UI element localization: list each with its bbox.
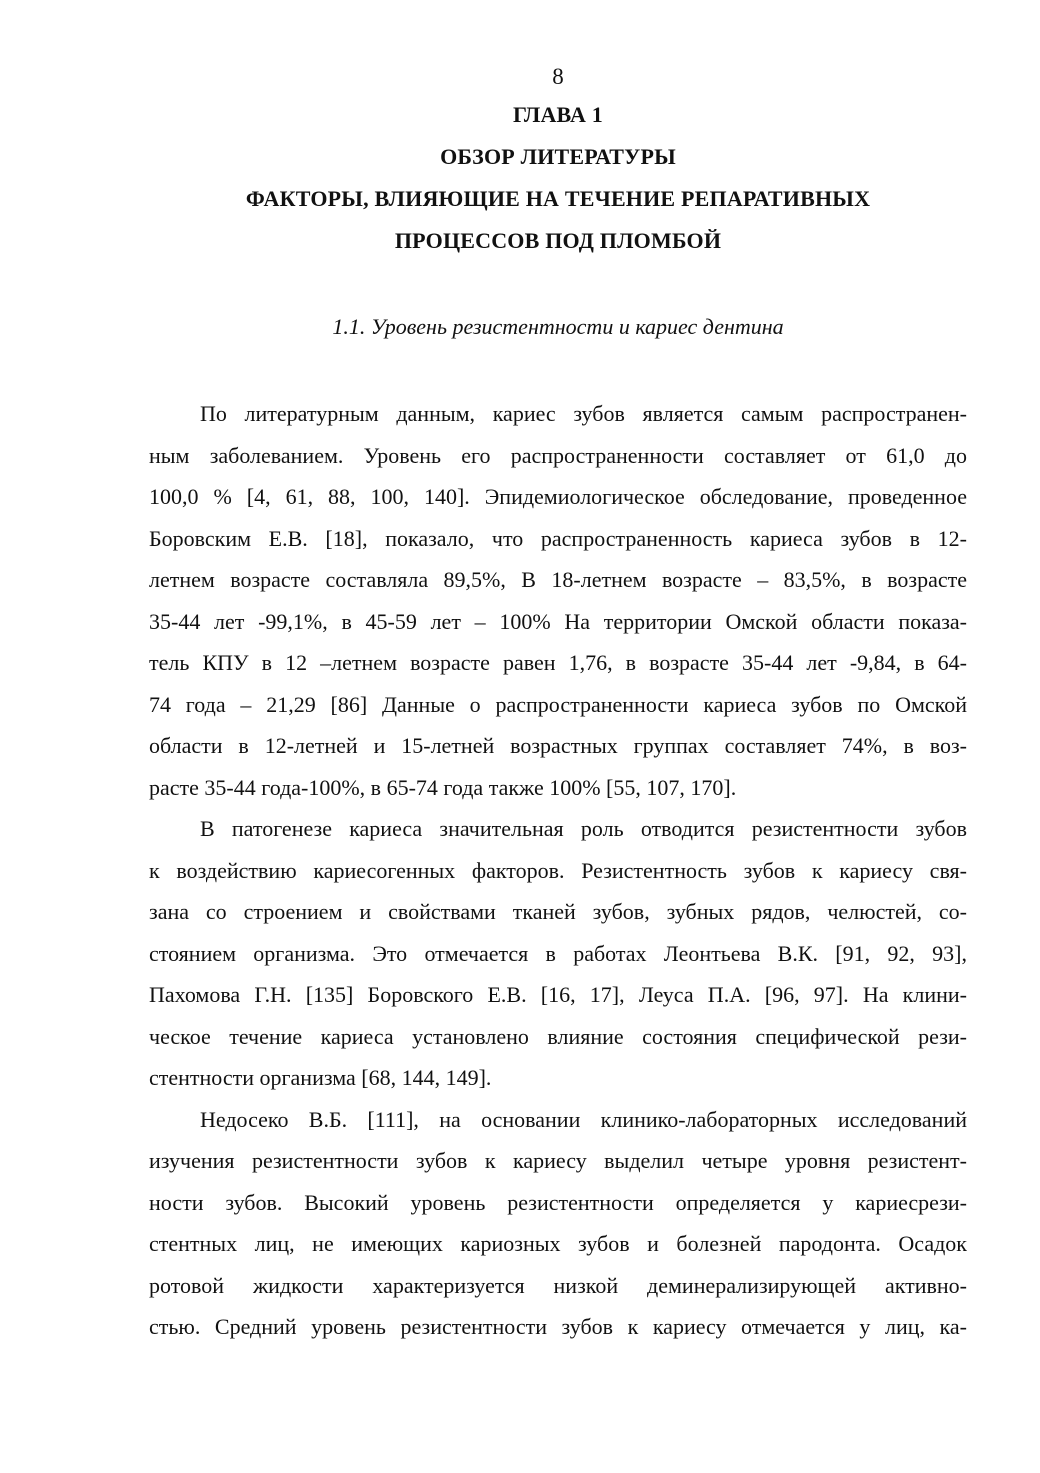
text-line: По литературным данным, кариес зубов является самым распространен- [200,401,967,426]
text-line: расте 35-44 года-100%, в 65-74 года также 100% [55, 107, 170]. [149,774,737,800]
text-line: Боровским Е.В. [18], показало, что распространенность кариеса зубов в 12- [149,525,967,551]
body-text [149,393,967,1348]
text-line: стью. Средний уровень резистентности зубов к кариесу отмечается у лиц, ка- [149,1314,967,1339]
page-number: 8 [552,64,564,89]
text-line: Недосеко В.Б. [111], на основании клинико-лабораторных исследований [200,1106,967,1132]
text-line: стентных лиц, не имеющих кариозных зубов и болезней пародонта. Осадок [149,1231,967,1256]
text-line: Пахомова Г.Н. [135] Боровского Е.В. [16, 17], Леуса П.А. [96, 97]. На клини- [149,982,967,1007]
section-title: 1.1. Уровень резистентности и кариес дентина [332,314,784,339]
text-line: области в 12-летней и 15-летней возрастных группах составляет 74%, в воз- [149,733,967,758]
chapter-title-line-2: ПРОЦЕССОВ ПОД ПЛОМБОЙ [394,228,722,253]
chapter-subheading: ОБЗОР ЛИТЕРАТУРЫ [440,144,676,169]
text-line: стоянием организма. Это отмечается в работах Леонтьева В.К. [91, 92, 93], [149,940,967,966]
text-line: изучения резистентности зубов к кариесу выделил четыре уровня резистент- [149,1148,967,1173]
text-line: ности зубов. Высокий уровень резистентности определяется у кариесрези- [149,1189,967,1215]
chapter-title-line-1: ФАКТОРЫ, ВЛИЯЮЩИЕ НА ТЕЧЕНИЕ РЕПАРАТИВНЫХ [245,186,871,211]
text-line: 74 года – 21,29 [86] Данные о распространенности кариеса зубов по Омской [149,691,967,717]
text-line: 35-44 лет -99,1%, в 45-59 лет – 100% На территории Омской области показа- [149,608,967,634]
text-line: тель КПУ в 12 –летнем возрасте равен 1,76, в возрасте 35-44 лет -9,84, в 64- [149,650,967,675]
text-line: летнем возрасте составляла 89,5%, В 18-летнем возрасте – 83,5%, в возрасте [149,567,967,592]
text-line: ческое течение кариеса установлено влияние состояния специфической рези- [149,1023,967,1049]
paragraph [149,1099,967,1348]
text-line: к воздействию кариесогенных факторов. Резистентность зубов к кариесу свя- [149,857,967,883]
chapter-heading: ГЛАВА 1 [512,102,604,127]
text-line: 100,0 % [4, 61, 88, 100, 140]. Эпидемиологическое обследование, проведенное [149,484,967,509]
text-line: стентности организма [68, 144, 149]. [149,1065,492,1090]
paragraph [149,808,967,1099]
text-line: ным заболеванием. Уровень его распространенности составляет от 61,0 до [149,442,967,468]
text-line: ротовой жидкости характеризуется низкой деминерализирующей активно- [149,1272,967,1298]
text-line: зана со строением и свойствами тканей зубов, зубных рядов, челюстей, со- [149,899,967,924]
paragraph [149,393,967,808]
text-line: В патогенезе кариеса значительная роль отводится резистентности зубов [200,816,967,841]
